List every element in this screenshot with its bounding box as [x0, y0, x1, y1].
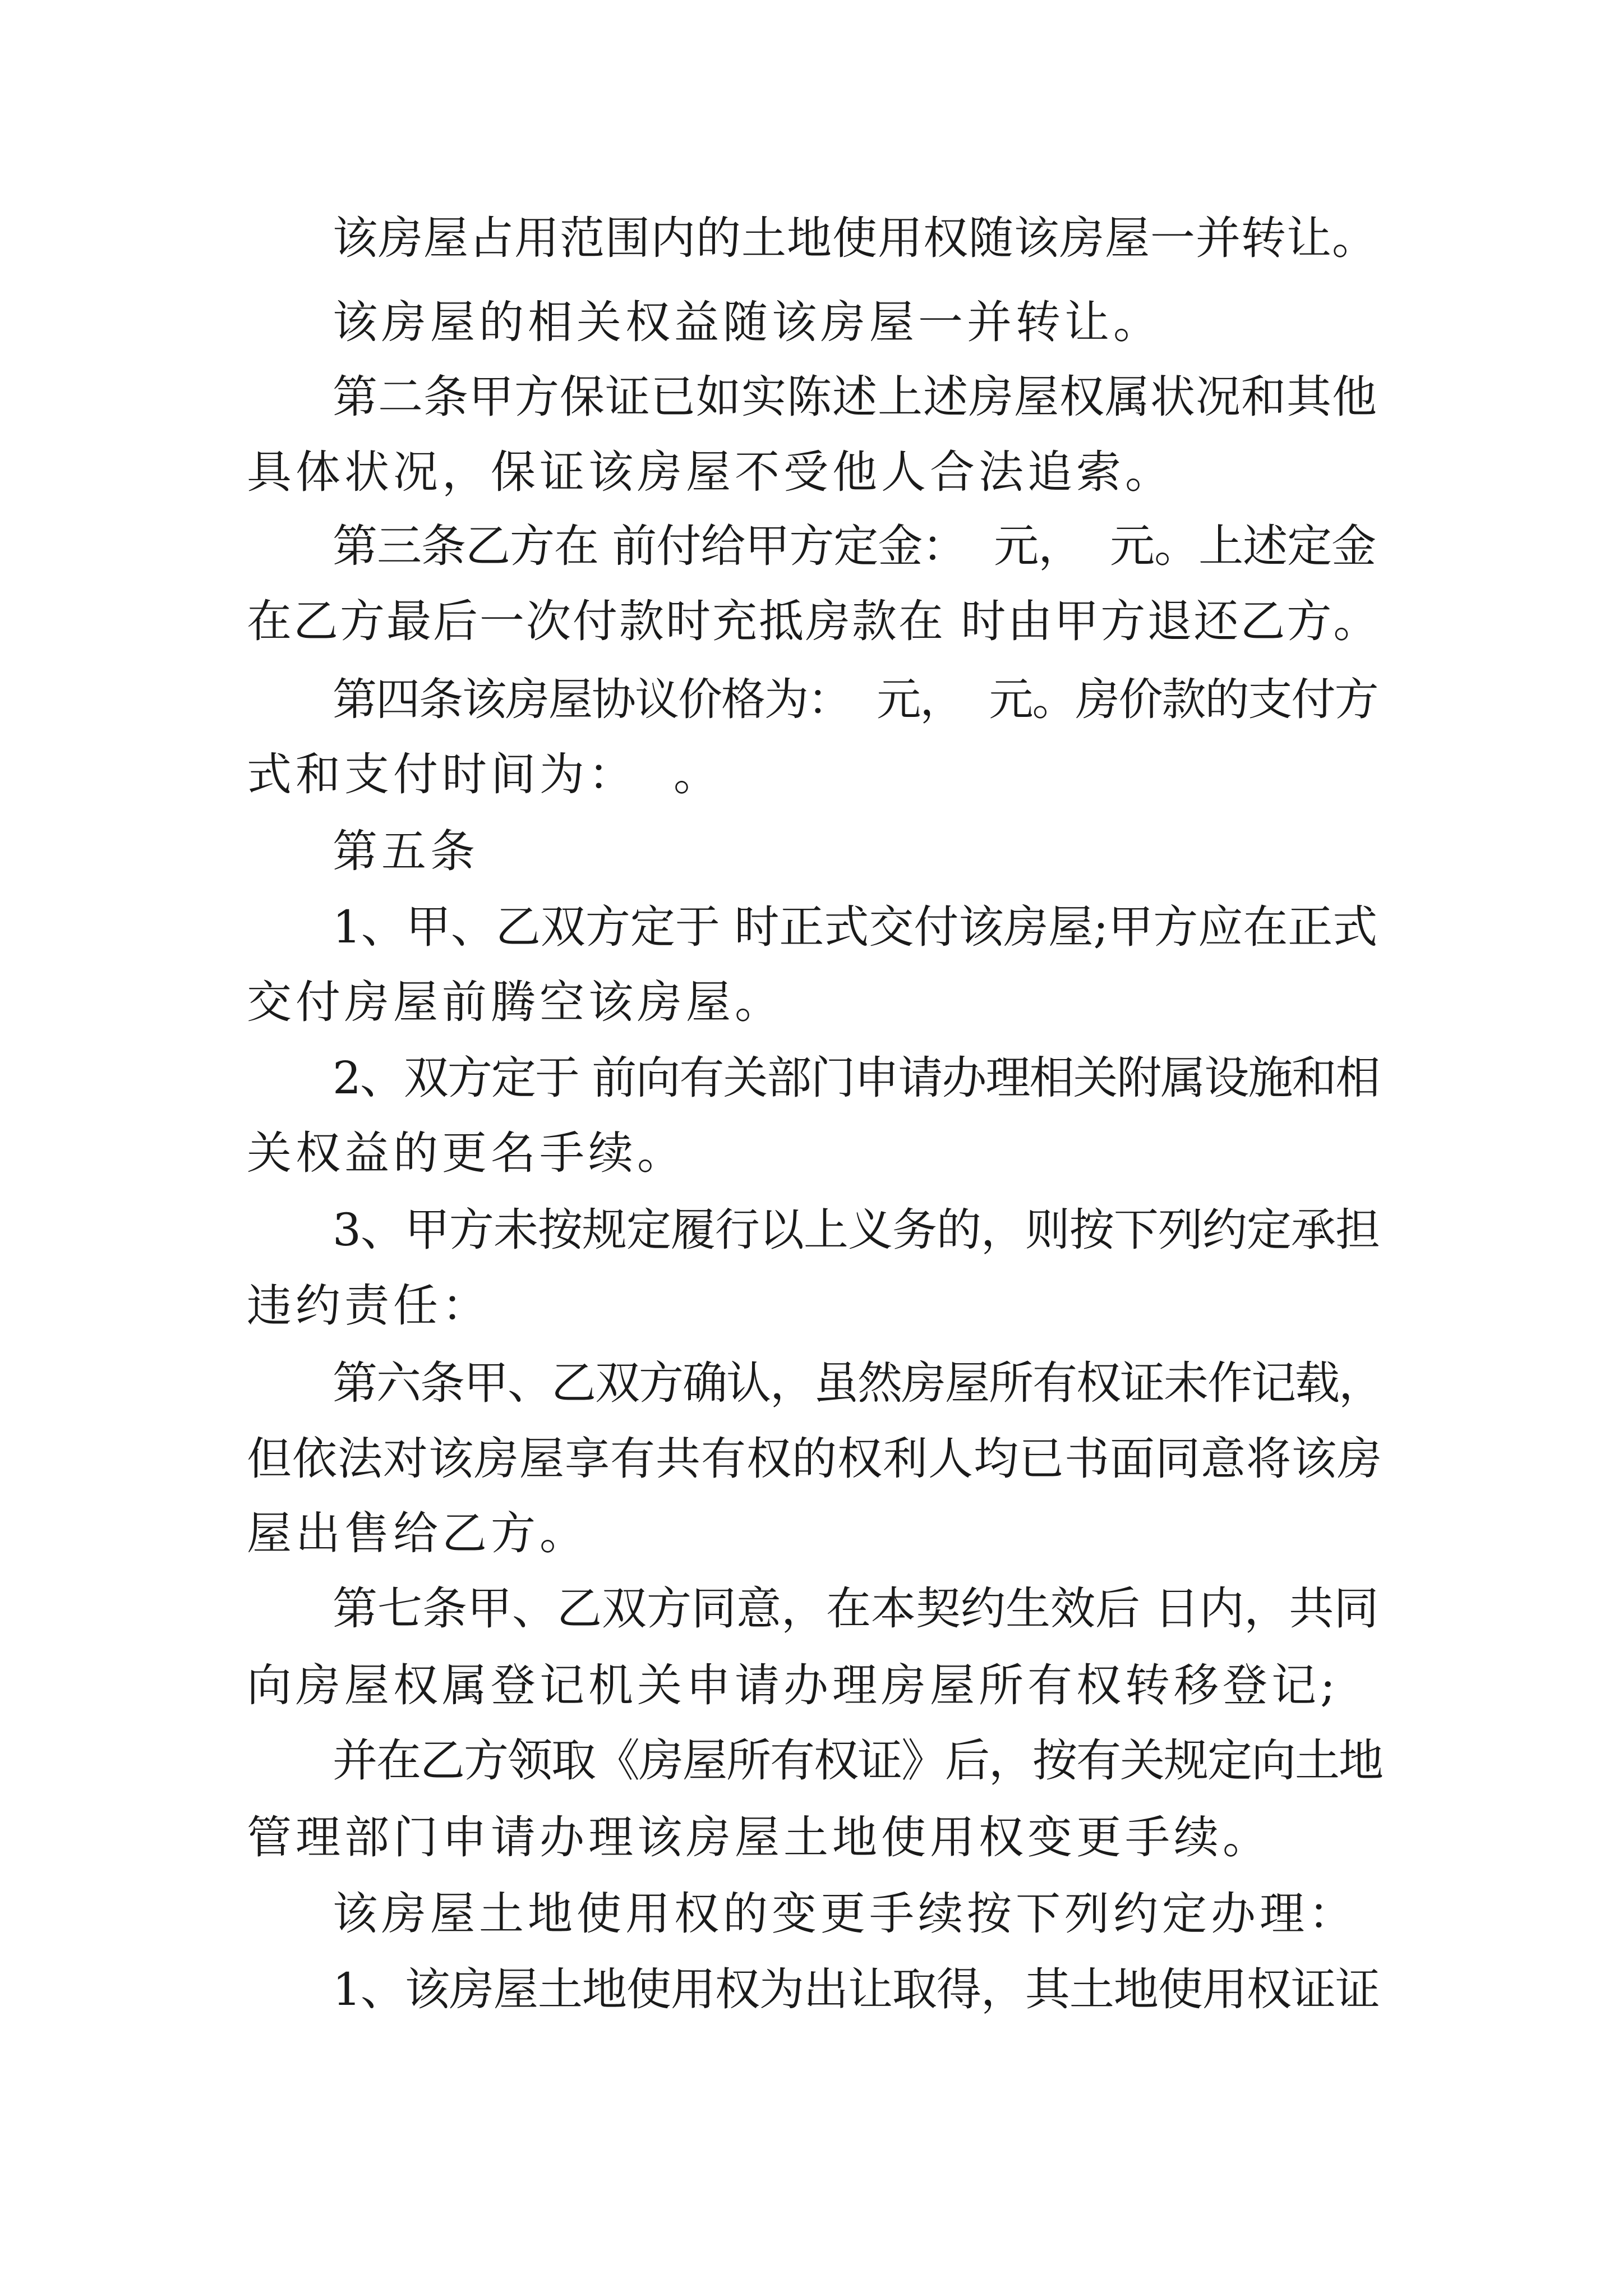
text-line: 具体状况，保证该房屋不受他人合法追索。 — [247, 446, 1174, 498]
text-line: 该房屋土地使用权的变更手续按下列约定办理： — [333, 1888, 1357, 1940]
text-line: 第二条甲方保证已如实陈述上述房屋权属状况和其他 — [333, 371, 1377, 423]
text-line: 违约责任： — [247, 1280, 491, 1332]
text-line: 该房屋的相关权益随该房屋一并转让。 — [333, 296, 1162, 348]
text-line: 第五条 — [333, 825, 479, 877]
text-line: 3、甲方未按规定履行以上义务的，则按下列约定承担 — [333, 1204, 1380, 1256]
text-line: 第六条甲、乙双方确认，虽然房屋所有权证未作记载， — [333, 1357, 1382, 1409]
text-line: 式和支付时间为： 。 — [247, 748, 722, 800]
text-line: 关权益的更名手续。 — [247, 1127, 686, 1179]
text-line: 第七条甲、乙双方同意，在本契约生效后 日内，共同 — [333, 1582, 1379, 1635]
text-line: 1、该房屋土地使用权为出让取得，其土地使用权证证 — [333, 1963, 1380, 2016]
text-line: 但依法对该房屋享有共有权的权利人均已书面同意将该房 — [247, 1433, 1382, 1485]
text-line: 在乙方最后一次付款时充抵房款在 时由甲方退还乙方。 — [247, 595, 1380, 647]
text-line: 该房屋占用范围内的土地使用权随该房屋一并转让。 — [333, 212, 1377, 264]
text-line: 1、甲、乙双方定于 时正式交付该房屋;甲方应在正式 — [333, 901, 1378, 953]
text-line: 并在乙方领取《房屋所有权证》后，按有关规定向土地 — [333, 1734, 1382, 1787]
text-line: 管理部门申请办理该房屋土地使用权变更手续。 — [247, 1811, 1271, 1864]
text-line: 第三条乙方在 前付给甲方定金： 元， 元。上述定金 — [333, 520, 1376, 572]
text-line: 交付房屋前腾空该房屋。 — [247, 976, 783, 1028]
text-line: 向房屋权属登记机关申请办理房屋所有权转移登记; — [247, 1659, 1339, 1711]
text-line: 2、双方定于 前向有关部门申请办理相关附属设施和相 — [333, 1052, 1380, 1104]
text-line: 屋出售给乙方。 — [247, 1507, 588, 1559]
text-line: 第四条该房屋协议价格为： 元， 元。房价款的支付方 — [333, 674, 1378, 725]
